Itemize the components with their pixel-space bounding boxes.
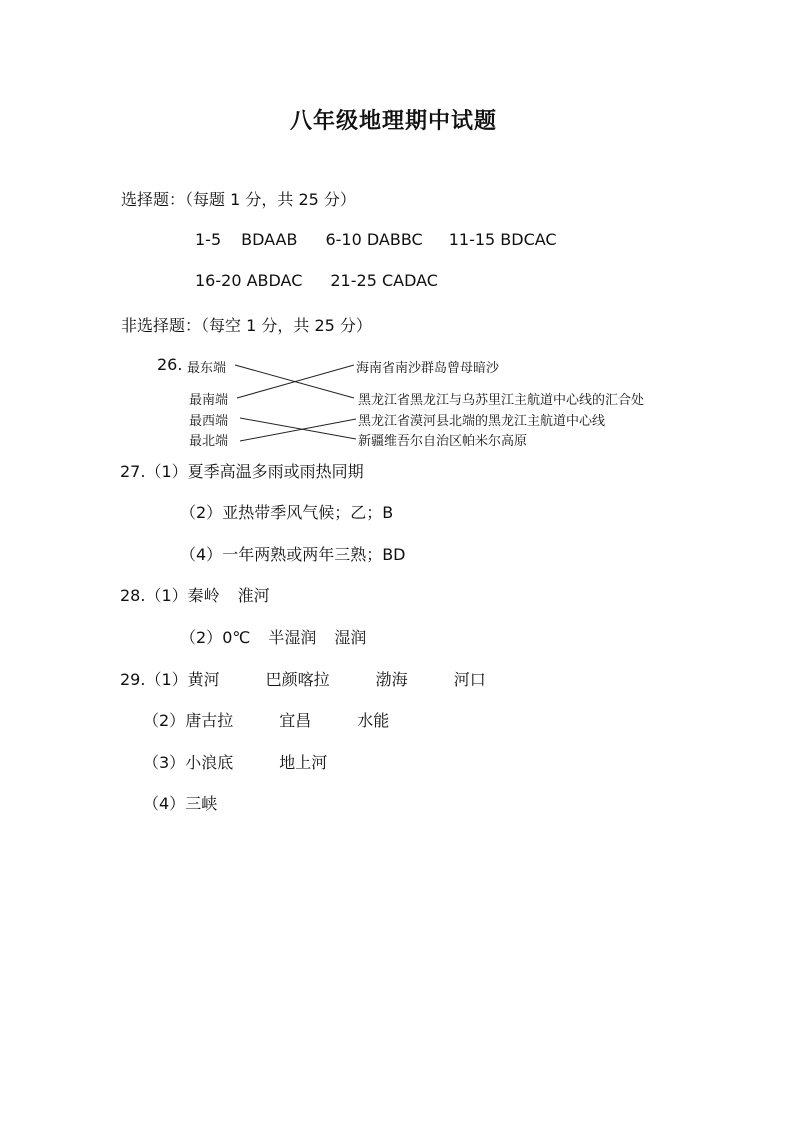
choice-answers-6-10: 6-10 DABBC: [325, 230, 423, 249]
q28-answer: 0℃: [222, 628, 251, 647]
nonchoice-section-header: 非选择题：（每空 1 分，共 25 分）: [121, 316, 372, 335]
q26-left-item: 最北端: [189, 434, 229, 449]
q26-left-item: 最南端: [189, 393, 229, 408]
q29-answer: 黄河: [187, 670, 220, 689]
q29-answer: 巴颜喀拉: [265, 670, 330, 689]
q28-part-1: [120, 583, 270, 606]
q27-part-1-label: （1）: [145, 462, 188, 481]
choice-range-1-5: 1-5: [195, 230, 222, 249]
q26-left-item: 最西端: [189, 414, 229, 429]
q29-answer: 地上河: [279, 753, 328, 772]
q29-part-3: [143, 750, 327, 773]
q27-part-4-label: （4）: [180, 545, 223, 564]
match-line-west: [240, 418, 356, 439]
q27-part-4-answer: 一年两熟或两年三熟；BD: [222, 545, 406, 564]
q29-part-1-label: （1）: [145, 670, 188, 689]
q26-right-item: 黑龙江省黑龙江与乌苏里江主航道中心线的汇合处: [358, 393, 645, 408]
q28-number: 28.: [120, 586, 146, 605]
q29-part-4-label: （4）: [143, 794, 186, 813]
choice-answers-1-5: BDAAB: [241, 230, 298, 249]
q28-answer: 半湿润: [268, 628, 317, 647]
q27-part-1: [120, 459, 364, 482]
q29-part-2: [143, 708, 389, 731]
q28-answer: 湿润: [334, 628, 367, 647]
q29-answer: 小浪底: [185, 753, 234, 772]
q29-answer: 唐古拉: [185, 711, 234, 730]
q27-part-2-answer: 亚热带季风气候；乙；B: [222, 503, 394, 522]
match-line-north: [240, 419, 356, 441]
q26-right-item: 新疆维吾尔自治区帕米尔高原: [358, 434, 528, 449]
q29-part-2-label: （2）: [143, 711, 186, 730]
q26-number: 26.: [157, 355, 183, 374]
q27-part-1-answer: 夏季高温多雨或雨热同期: [187, 462, 364, 481]
q27-part-4: [180, 542, 406, 565]
q27-number: 27.: [120, 462, 146, 481]
choice-answers-16-20: 16-20 ABDAC: [195, 271, 303, 290]
page-title: 八年级地理期中试题: [290, 109, 498, 134]
q29-answer: 水能: [357, 711, 390, 730]
q26-right-item: 海南省南沙群岛曾母暗沙: [356, 361, 500, 376]
q29-answer: 渤海: [375, 670, 408, 689]
q26-left-item: 最东端: [187, 361, 227, 376]
q26-right-item: 黑龙江省漠河县北端的黑龙江主航道中心线: [358, 414, 606, 429]
q28-answer: 淮河: [237, 586, 270, 605]
q29-part-4: [143, 791, 217, 814]
q29-answer: 三峡: [185, 794, 218, 813]
q29-part-3-label: （3）: [143, 753, 186, 772]
choice-answers-11-15: 11-15 BDCAC: [448, 230, 557, 249]
q29-answer: 宜昌: [279, 711, 312, 730]
q27-part-2-label: （2）: [180, 503, 223, 522]
q29-answer: 河口: [453, 670, 486, 689]
q28-part-1-label: （1）: [145, 586, 188, 605]
q28-part-2-label: （2）: [180, 628, 223, 647]
q27-part-2: [180, 500, 393, 523]
q29-part-1: [120, 667, 486, 690]
choice-section-header: 选择题：（每题 1 分，共 25 分）: [121, 190, 356, 209]
choice-answers-21-25: 21-25 CADAC: [330, 271, 438, 290]
q29-number: 29.: [120, 670, 146, 689]
q28-part-2: [180, 625, 366, 648]
q28-answer: 秦岭: [187, 586, 220, 605]
